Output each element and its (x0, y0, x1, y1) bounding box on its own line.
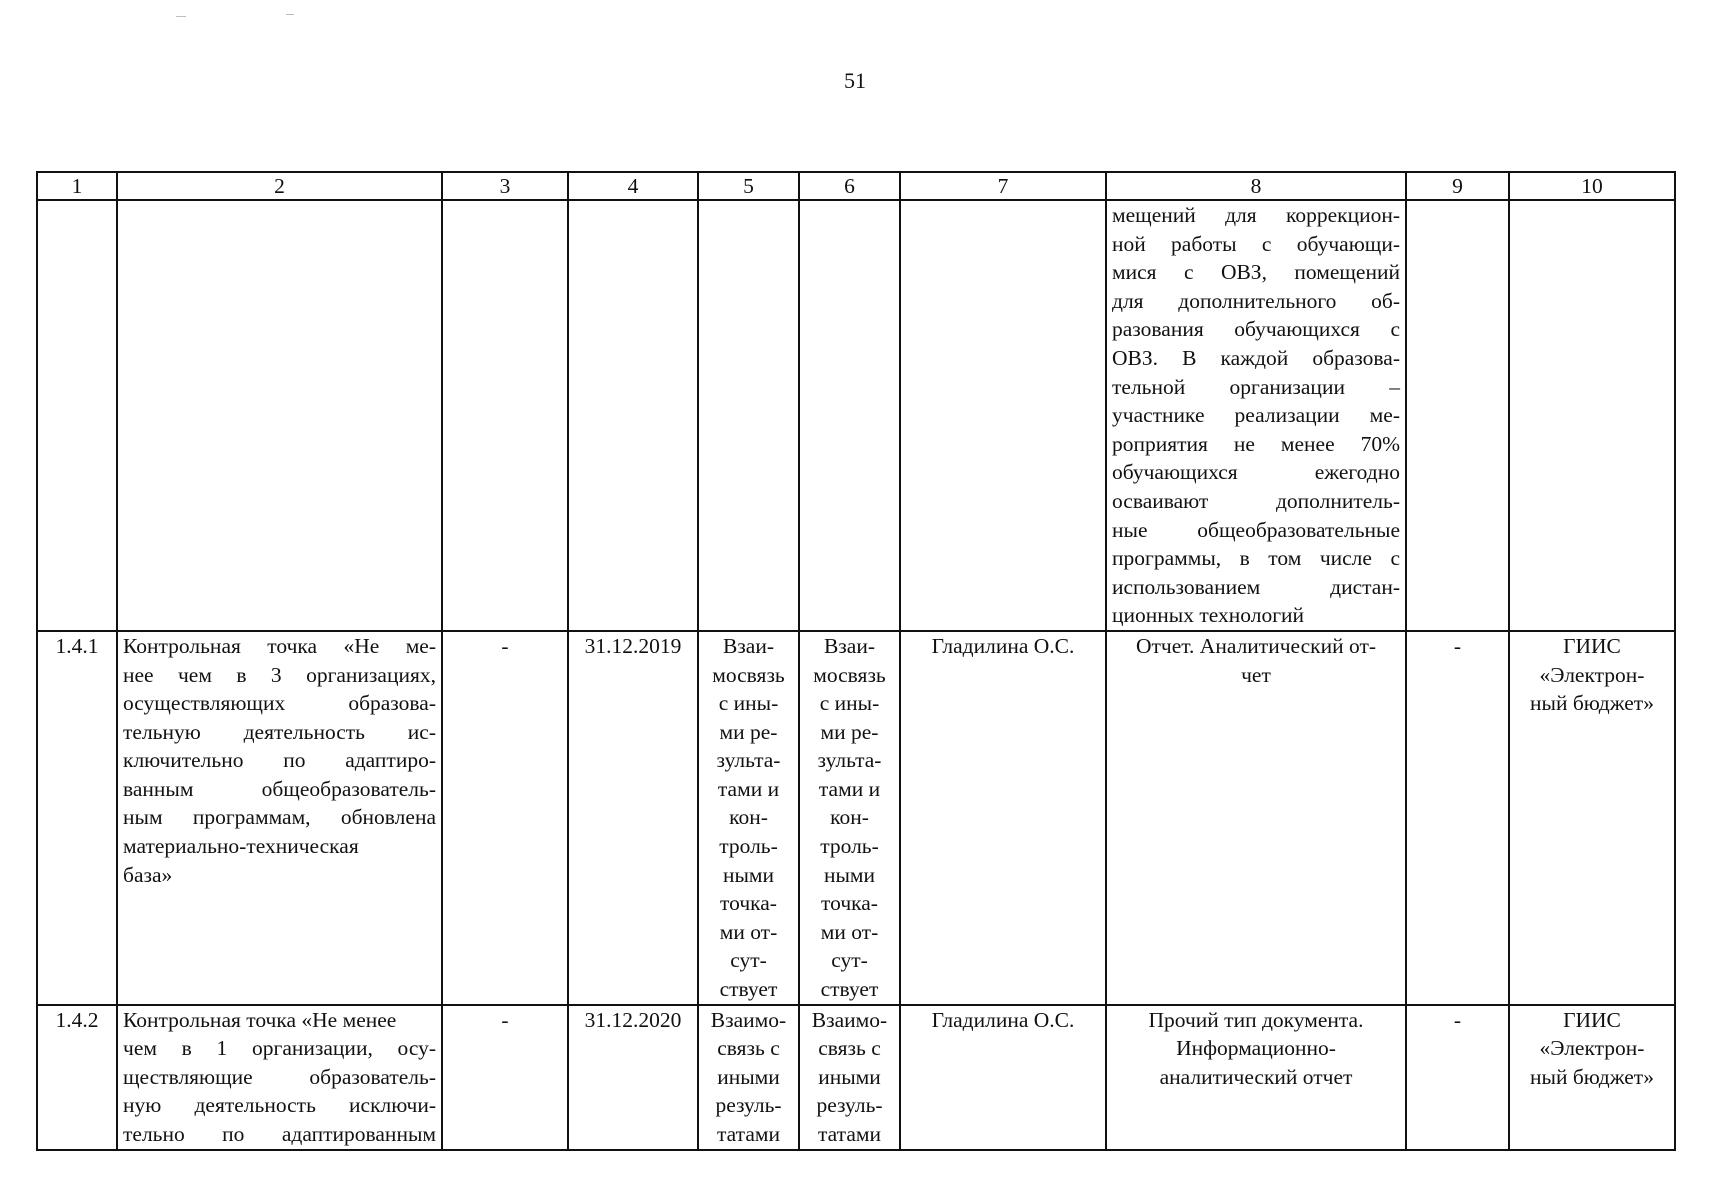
column-header: 6 (799, 172, 900, 200)
continuation-result-text: мещений для коррекцион- ной работы с обучающи- мися с ОВЗ, помещений для дополнительного об- разования обучающихся с ОВЗ. В каждой образова- тельной организации – участнике реализации ме- роприятия не менее 70% обучающихся ежегодно осваивают дополнитель- ные общеобразовательные программы, в том числе с использованием дистан- ционных технологий (1106, 200, 1406, 631)
relation-next: Взаи- мосвязь с ины- ми ре- зульта- тами и кон- троль- ными точка- ми от- сут- ствует (799, 631, 900, 1005)
col9-value: - (1406, 1005, 1509, 1150)
table-header-row (37, 172, 1675, 200)
responsible-person: Гладилина О.С. (900, 1005, 1106, 1150)
column-header: 7 (900, 172, 1106, 200)
column-header: 10 (1509, 172, 1675, 200)
column-header: 1 (37, 172, 117, 200)
scan-speck (286, 14, 294, 15)
plan-table (36, 171, 1676, 1151)
result-document: Отчет. Аналитический от- чет (1106, 631, 1406, 1005)
table-row (37, 631, 1675, 1005)
table-row-continuation (37, 200, 1675, 631)
deadline-date: 31.12.2020 (568, 1005, 698, 1150)
responsible-person: Гладилина О.С. (900, 631, 1106, 1005)
column-header: 3 (442, 172, 568, 200)
col3-value: - (442, 1005, 568, 1150)
col9-value: - (1406, 631, 1509, 1005)
column-header: 4 (568, 172, 698, 200)
col3-value: - (442, 631, 568, 1005)
information-system: ГИИС «Электрон- ный бюджет» (1509, 1005, 1675, 1150)
control-point-name: Контрольная точка «Не ме- нее чем в 3 организациях, осуществляющих образова- тельную деятельность ис- ключительно по адаптиро- ванным общеобразователь- ным программам, обновлена материально-техническая база» (117, 631, 442, 1005)
relation-previous: Взаи- мосвязь с ины- ми ре- зульта- тами и кон- троль- ными точка- ми от- сут- ствует (698, 631, 799, 1005)
page-number: 51 (844, 68, 866, 93)
result-document: Прочий тип документа. Информационно- аналитический отчет (1106, 1005, 1406, 1150)
deadline-date: 31.12.2019 (568, 631, 698, 1005)
column-header: 9 (1406, 172, 1509, 200)
row-number: 1.4.2 (37, 1005, 117, 1150)
relation-previous: Взаимо- связь с иными резуль- татами (698, 1005, 799, 1150)
row-number: 1.4.1 (37, 631, 117, 1005)
relation-next: Взаимо- связь с иными резуль- татами (799, 1005, 900, 1150)
column-header: 8 (1106, 172, 1406, 200)
scan-speck (176, 16, 186, 17)
table-row (37, 1005, 1675, 1150)
column-header: 2 (117, 172, 442, 200)
control-point-name: Контрольная точка «Не менее чем в 1 организации, осу- ществляющие образователь- ную деятельность исключи- тельно по адаптированным (117, 1005, 442, 1150)
column-header: 5 (698, 172, 799, 200)
information-system: ГИИС «Электрон- ный бюджет» (1509, 631, 1675, 1005)
